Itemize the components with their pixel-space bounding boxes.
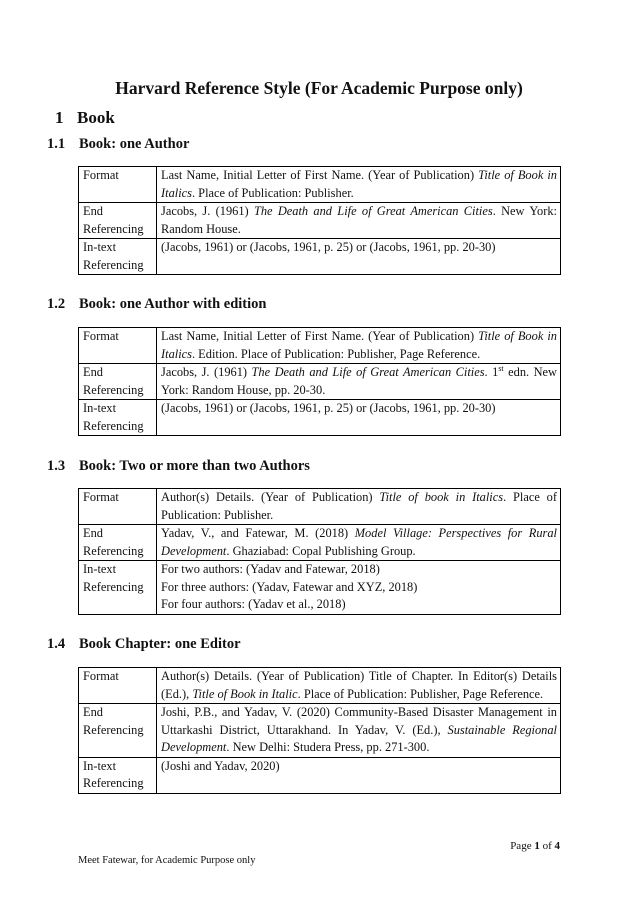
section-heading-book (55, 108, 115, 128)
format-label: Format (79, 668, 157, 704)
in-text-value: For two authors: (Yadav and Fatewar, 2018) For three authors: (Yadav, Fatewar and XYZ, 2018) For four authors: (Yadav et al., 2018) (157, 561, 561, 615)
document-title: Harvard Reference Style (For Academic Purpose only) (115, 78, 523, 98)
subsection-label: Book: one Author (79, 136, 190, 152)
format-label: Format (79, 489, 157, 525)
in-text-value: (Jacobs, 1961) or (Jacobs, 1961, p. 25) or (Jacobs, 1961, pp. 20-30) (157, 239, 561, 275)
in-text-value: (Jacobs, 1961) or (Jacobs, 1961, p. 25) or (Jacobs, 1961, pp. 20-30) (157, 400, 561, 436)
reference-table-1-2 (78, 327, 561, 436)
format-row (79, 328, 561, 364)
subsection-heading-1-1 (47, 136, 189, 153)
reference-table-1-3 (78, 488, 561, 615)
format-row (79, 489, 561, 525)
end-referencing-row (79, 203, 561, 239)
in-text-label: In-text Referencing (79, 239, 157, 275)
format-value: Author(s) Details. (Year of Publication) Title of book in Italics. Place of Publication: Publisher. (157, 489, 561, 525)
reference-table-1-1 (78, 166, 561, 275)
end-referencing-row (79, 525, 561, 561)
subsection-number: 1.1 (47, 136, 66, 152)
in-text-label: In-text Referencing (79, 757, 157, 793)
format-row (79, 668, 561, 704)
format-value: Last Name, Initial Letter of First Name. (Year of Publication) Title of Book in Italics. Place of Publication: Publisher. (157, 167, 561, 203)
end-referencing-value: Jacobs, J. (1961) The Death and Life of Great American Cities. 1st edn. New York: Random House, pp. 20-30. (157, 364, 561, 400)
subsection-label: Book: Two or more than two Authors (79, 458, 310, 474)
subsection-number: 1.3 (47, 458, 66, 474)
subsection-label: Book: one Author with edition (79, 296, 267, 312)
end-referencing-value: Jacobs, J. (1961) The Death and Life of Great American Cities. New York: Random House. (157, 203, 561, 239)
format-label: Format (79, 167, 157, 203)
end-referencing-label: End Referencing (79, 525, 157, 561)
subsection-heading-1-3 (47, 458, 310, 475)
in-text-label: In-text Referencing (79, 561, 157, 615)
format-row (79, 167, 561, 203)
format-value: Author(s) Details. (Year of Publication) Title of Chapter. In Editor(s) Details (Ed.), Title of Book in Italic. Place of Publication: Publisher, Page Reference. (157, 668, 561, 704)
in-text-row (79, 561, 561, 615)
in-text-label: In-text Referencing (79, 400, 157, 436)
section-label: Book (77, 108, 115, 127)
end-referencing-value: Joshi, P.B., and Yadav, V. (2020) Community-Based Disaster Management in Uttarkashi District, Uttarakhand. In Yadav, V. (Ed.), Sustainable Regional Development. New Delhi: Studera Press, pp. 271-300. (157, 704, 561, 758)
reference-table-1-4 (78, 667, 561, 794)
in-text-value: (Joshi and Yadav, 2020) (157, 757, 561, 793)
section-number: 1 (55, 108, 64, 127)
end-referencing-label: End Referencing (79, 364, 157, 400)
footer-note: Meet Fatewar, for Academic Purpose only (78, 855, 256, 866)
end-referencing-label: End Referencing (79, 704, 157, 758)
in-text-row (79, 400, 561, 436)
subsection-heading-1-2 (47, 296, 266, 313)
subsection-number: 1.2 (47, 296, 66, 312)
in-text-row (79, 239, 561, 275)
subsection-label: Book Chapter: one Editor (79, 636, 241, 652)
in-text-row (79, 757, 561, 793)
end-referencing-value: Yadav, V., and Fatewar, M. (2018) Model Village: Perspectives for Rural Development. Ghaziabad: Copal Publishing Group. (157, 525, 561, 561)
format-value: Last Name, Initial Letter of First Name. (Year of Publication) Title of Book in Italics. Edition. Place of Publication: Publisher, Page Reference. (157, 328, 561, 364)
end-referencing-row (79, 704, 561, 758)
subsection-number: 1.4 (47, 636, 66, 652)
subsection-heading-1-4 (47, 636, 241, 653)
end-referencing-label: End Referencing (79, 203, 157, 239)
format-label: Format (79, 328, 157, 364)
end-referencing-row (79, 364, 561, 400)
page-number: Page 1 of 4 (510, 840, 560, 852)
